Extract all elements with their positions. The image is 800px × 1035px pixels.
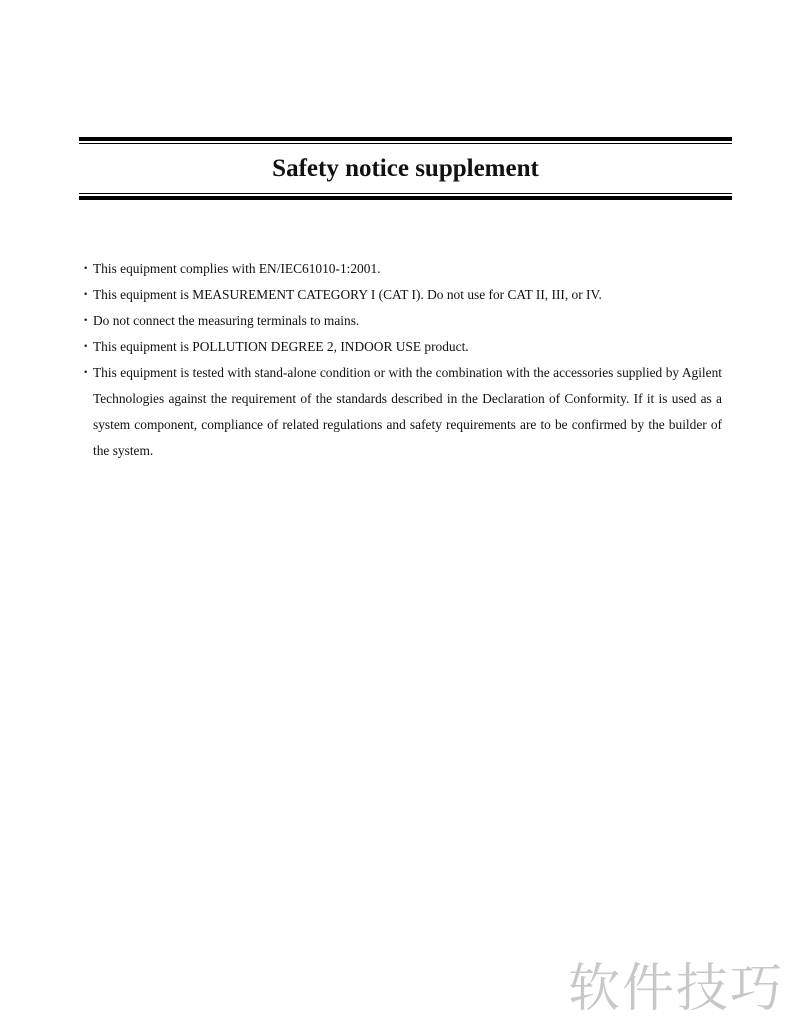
- bullet-icon: ・: [79, 339, 93, 354]
- list-item: [79, 334, 722, 360]
- list-item-text: This equipment is MEASUREMENT CATEGORY I (CAT I). Do not use for CAT II, III, or IV.: [93, 287, 602, 302]
- list-item: [79, 360, 722, 464]
- list-item-text: This equipment complies with EN/IEC61010-1:2001.: [93, 261, 381, 276]
- title-rule-top: [79, 137, 732, 144]
- bullet-icon: ・: [79, 261, 93, 276]
- bullet-icon: ・: [79, 313, 93, 328]
- title-block: [79, 137, 732, 200]
- list-item-text: This equipment is POLLUTION DEGREE 2, INDOOR USE product.: [93, 339, 469, 354]
- list-item: [79, 282, 722, 308]
- title-rule-bottom: [79, 193, 732, 200]
- list-item-text: This equipment is tested with stand-alone condition or with the combination with the accessories supplied by Agilent Technologies against the requirement of the standards described in the Declaration of Conformity. If it is used as a system component, compliance of related regulations and safety requirements are to be confirmed by the builder of the system.: [93, 365, 722, 458]
- list-item: [79, 256, 722, 282]
- watermark: 软件技巧: [568, 959, 785, 1019]
- bullet-icon: ・: [79, 365, 93, 380]
- bullet-icon: ・: [79, 287, 93, 302]
- list-item-text: Do not connect the measuring terminals to mains.: [93, 313, 360, 328]
- list-item: [79, 308, 722, 334]
- safety-notice-list: [79, 256, 722, 464]
- page-title: Safety notice supplement: [272, 155, 539, 182]
